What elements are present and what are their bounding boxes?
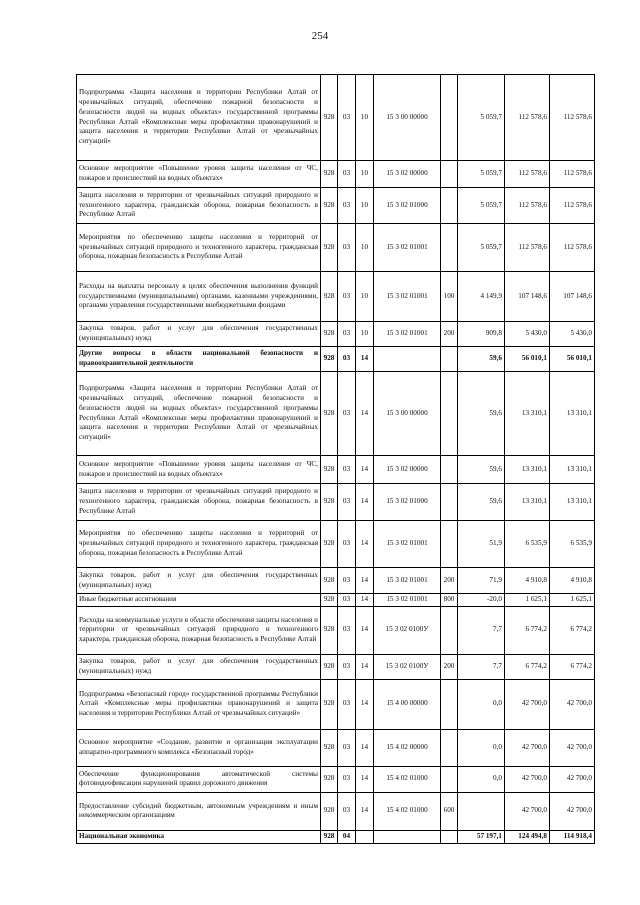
row-sum3-cell: 112 578,6: [550, 75, 595, 161]
row-pr-cell: 14: [356, 679, 374, 729]
row-rz-cell: 03: [338, 224, 356, 272]
table-row: [77, 75, 595, 161]
row-name-cell: Закупка товаров, работ и услуг для обеспечения государственных (муниципальных) нужд: [77, 322, 321, 347]
table-row: [77, 521, 595, 568]
row-vr-cell: [441, 679, 458, 729]
row-ved-cell: 928: [321, 322, 338, 347]
row-sum1-cell: 7,7: [458, 654, 505, 679]
row-name-cell: Защита населения и территории от чрезвычайных ситуаций природного и техногенного характера, гражданская оборона, пожарная безопасность в Республике Алтай: [77, 484, 321, 521]
row-ved-cell: 928: [321, 484, 338, 521]
row-rz-cell: 03: [338, 679, 356, 729]
row-vr-cell: [441, 161, 458, 188]
row-sum1-cell: 5 059,7: [458, 161, 505, 188]
row-sum2-cell: 112 578,6: [505, 188, 550, 224]
row-name-cell: Расходы на выплаты персоналу в целях обеспечения выполнения функций государственными (муниципальными) органами, казенными учреждениями, органами управления государственными внебюджетными фондами: [77, 272, 321, 322]
row-vr-cell: [441, 521, 458, 568]
row-rz-cell: 03: [338, 521, 356, 568]
row-csr-cell: 15 4 02 01000: [374, 766, 441, 792]
row-sum2-cell: 6 774,2: [505, 654, 550, 679]
row-rz-cell: 03: [338, 272, 356, 322]
row-pr-cell: 10: [356, 322, 374, 347]
row-sum2-cell: 124 494,8: [505, 830, 550, 843]
row-sum1-cell: 7,7: [458, 606, 505, 654]
row-sum1-cell: 57 197,1: [458, 830, 505, 843]
row-csr-cell: [374, 830, 441, 843]
row-ved-cell: 928: [321, 188, 338, 224]
row-pr-cell: 14: [356, 594, 374, 607]
row-vr-cell: 800: [441, 594, 458, 607]
row-ved-cell: 928: [321, 456, 338, 484]
row-vr-cell: [441, 188, 458, 224]
row-rz-cell: 04: [338, 830, 356, 843]
row-ved-cell: 928: [321, 729, 338, 766]
row-sum3-cell: 107 148,6: [550, 272, 595, 322]
row-sum1-cell: 0,0: [458, 679, 505, 729]
table-row: [77, 792, 595, 830]
row-csr-cell: 15 3 02 01000: [374, 188, 441, 224]
row-sum3-cell: 112 578,6: [550, 224, 595, 272]
row-name-cell: Защита населения и территории от чрезвычайных ситуаций природного и техногенного характера, гражданская оборона, пожарная безопасность в Республике Алтай: [77, 188, 321, 224]
row-pr-cell: 14: [356, 568, 374, 594]
table-row: [77, 161, 595, 188]
row-pr-cell: [356, 830, 374, 843]
row-sum1-cell: 5 059,7: [458, 188, 505, 224]
row-name-cell: Подпрограмма «Защита населения и территории Республики Алтай от чрезвычайных ситуаций, обеспечение пожарной безопасности и безопасности людей на водных объектах» государственной программы Республики Алтай «Комплексные меры профилактики правонарушений и защита населения и территории Республики Алтай от чрезвычайных ситуаций»: [77, 372, 321, 456]
table-row: [77, 322, 595, 347]
row-sum2-cell: 5 430,0: [505, 322, 550, 347]
table-row: [77, 766, 595, 792]
row-vr-cell: [441, 347, 458, 372]
row-name-cell: Обеспечение функционирования автоматической системы фотовидеофиксации нарушений правил дорожного движения: [77, 766, 321, 792]
row-name-cell: Подпрограмма «Безопасный город» государственной программы Республики Алтай «Комплексные меры профилактики правонарушений и защита населения и территории Республики Алтай от чрезвычайных ситуаций»: [77, 679, 321, 729]
row-rz-cell: 03: [338, 347, 356, 372]
row-rz-cell: 03: [338, 484, 356, 521]
row-name-cell: Мероприятия по обеспечению защиты населения и территорий от чрезвычайных ситуаций природного и техногенного характера, гражданская оборона, пожарная безопасность в Республике Алтай: [77, 521, 321, 568]
row-ved-cell: 928: [321, 75, 338, 161]
row-name-cell: Подпрограмма «Защита населения и территории Республики Алтай от чрезвычайных ситуаций, обеспечение пожарной безопасности и безопасности людей на водных объектах» государственной программы Республики Алтай «Комплексные меры профилактики правонарушений и защита населения и территории Республики Алтай от чрезвычайных ситуаций»: [77, 75, 321, 161]
row-csr-cell: 15 3 02 01001: [374, 521, 441, 568]
row-sum1-cell: [458, 792, 505, 830]
row-sum2-cell: 13 310,1: [505, 372, 550, 456]
row-csr-cell: 15 3 02 01001: [374, 322, 441, 347]
row-rz-cell: 03: [338, 75, 356, 161]
row-sum3-cell: 114 918,4: [550, 830, 595, 843]
row-pr-cell: 14: [356, 729, 374, 766]
row-pr-cell: 14: [356, 606, 374, 654]
row-sum3-cell: 42 700,0: [550, 679, 595, 729]
table-row: [77, 594, 595, 607]
row-vr-cell: [441, 729, 458, 766]
row-vr-cell: [441, 484, 458, 521]
row-name-cell: Национальная экономика: [77, 830, 321, 843]
row-sum2-cell: 42 700,0: [505, 729, 550, 766]
table-row: [77, 679, 595, 729]
row-sum1-cell: 5 059,7: [458, 75, 505, 161]
row-name-cell: Основное мероприятие «Повышение уровня защиты населения от ЧС, пожаров и происшествий на водных объектах»: [77, 456, 321, 484]
row-csr-cell: 15 3 02 01000: [374, 484, 441, 521]
row-vr-cell: [441, 456, 458, 484]
row-sum1-cell: 59,6: [458, 372, 505, 456]
row-csr-cell: 15 3 00 00000: [374, 75, 441, 161]
row-pr-cell: 14: [356, 792, 374, 830]
row-ved-cell: 928: [321, 606, 338, 654]
row-sum1-cell: 71,9: [458, 568, 505, 594]
row-ved-cell: 928: [321, 372, 338, 456]
table-row: [77, 484, 595, 521]
row-pr-cell: 10: [356, 272, 374, 322]
row-rz-cell: 03: [338, 654, 356, 679]
row-sum1-cell: 5 059,7: [458, 224, 505, 272]
row-sum3-cell: 112 578,6: [550, 161, 595, 188]
row-rz-cell: 03: [338, 161, 356, 188]
row-sum3-cell: 1 625,1: [550, 594, 595, 607]
row-csr-cell: 15 4 02 00000: [374, 729, 441, 766]
row-sum1-cell: 59,6: [458, 456, 505, 484]
row-vr-cell: 200: [441, 654, 458, 679]
row-ved-cell: 928: [321, 347, 338, 372]
row-sum3-cell: 5 430,0: [550, 322, 595, 347]
row-ved-cell: 928: [321, 224, 338, 272]
row-rz-cell: 03: [338, 188, 356, 224]
row-csr-cell: 15 3 02 01001: [374, 224, 441, 272]
row-name-cell: Закупка товаров, работ и услуг для обеспечения государственных (муниципальных) нужд: [77, 654, 321, 679]
row-rz-cell: 03: [338, 594, 356, 607]
table-row: [77, 729, 595, 766]
row-rz-cell: 03: [338, 568, 356, 594]
row-sum2-cell: 56 010,1: [505, 347, 550, 372]
row-vr-cell: [441, 224, 458, 272]
row-sum3-cell: 42 700,0: [550, 766, 595, 792]
table-row: [77, 224, 595, 272]
row-pr-cell: 14: [356, 456, 374, 484]
row-ved-cell: 928: [321, 679, 338, 729]
row-sum2-cell: 13 310,1: [505, 456, 550, 484]
row-sum1-cell: 0,0: [458, 766, 505, 792]
table-row: [77, 654, 595, 679]
row-ved-cell: 928: [321, 654, 338, 679]
row-sum2-cell: 13 310,1: [505, 484, 550, 521]
row-pr-cell: 10: [356, 75, 374, 161]
row-rz-cell: 03: [338, 606, 356, 654]
row-rz-cell: 03: [338, 766, 356, 792]
row-name-cell: Мероприятия по обеспечению защиты населения и территорий от чрезвычайных ситуаций природного и техногенного характера, гражданская оборона, пожарная безопасность в Республике Алтай: [77, 224, 321, 272]
row-name-cell: Основное мероприятие «Создание, развитие и организация эксплуатации аппаратно-программного комплекса «Безопасный город»: [77, 729, 321, 766]
row-sum1-cell: 909,8: [458, 322, 505, 347]
table-row: [77, 272, 595, 322]
row-name-cell: Расходы на коммунальные услуги в области обеспечения защиты населения и территории от чрезвычайных ситуаций природного и техногенного характера, гражданская оборона, пожарная безопасность в Республике Алтай: [77, 606, 321, 654]
row-vr-cell: 200: [441, 568, 458, 594]
row-pr-cell: 10: [356, 161, 374, 188]
row-sum3-cell: 6 774,2: [550, 606, 595, 654]
row-csr-cell: 15 3 00 00000: [374, 372, 441, 456]
row-ved-cell: 928: [321, 161, 338, 188]
row-ved-cell: 928: [321, 272, 338, 322]
table-row: [77, 456, 595, 484]
row-pr-cell: 14: [356, 654, 374, 679]
row-csr-cell: 15 4 02 01000: [374, 792, 441, 830]
row-vr-cell: [441, 830, 458, 843]
row-name-cell: Иные бюджетные ассигнования: [77, 594, 321, 607]
row-pr-cell: 14: [356, 766, 374, 792]
table-row: [77, 830, 595, 843]
row-sum2-cell: 42 700,0: [505, 792, 550, 830]
row-sum3-cell: 6 774,2: [550, 654, 595, 679]
table-row: [77, 606, 595, 654]
row-sum3-cell: 6 535,9: [550, 521, 595, 568]
row-sum3-cell: 42 700,0: [550, 792, 595, 830]
row-ved-cell: 928: [321, 568, 338, 594]
row-sum2-cell: 42 700,0: [505, 679, 550, 729]
row-rz-cell: 03: [338, 729, 356, 766]
row-csr-cell: 15 3 02 0100У: [374, 606, 441, 654]
table-row: [77, 568, 595, 594]
row-rz-cell: 03: [338, 322, 356, 347]
row-sum2-cell: 107 148,6: [505, 272, 550, 322]
table-row: [77, 188, 595, 224]
row-sum3-cell: 13 310,1: [550, 456, 595, 484]
row-rz-cell: 03: [338, 372, 356, 456]
page-number: 254: [311, 30, 329, 42]
row-rz-cell: 03: [338, 456, 356, 484]
row-name-cell: Предоставление субсидий бюджетным, автономным учреждениям и иным некоммерческим организациям: [77, 792, 321, 830]
row-ved-cell: 928: [321, 594, 338, 607]
row-sum3-cell: 42 700,0: [550, 729, 595, 766]
table-row: [77, 372, 595, 456]
row-vr-cell: 200: [441, 322, 458, 347]
row-csr-cell: [374, 347, 441, 372]
row-ved-cell: 928: [321, 792, 338, 830]
row-sum2-cell: 6 774,2: [505, 606, 550, 654]
row-csr-cell: 15 3 02 01001: [374, 568, 441, 594]
row-pr-cell: 10: [356, 188, 374, 224]
row-ved-cell: 928: [321, 521, 338, 568]
row-sum1-cell: 0,0: [458, 729, 505, 766]
row-csr-cell: 15 3 02 00000: [374, 456, 441, 484]
row-sum2-cell: 112 578,6: [505, 161, 550, 188]
row-sum1-cell: -20,0: [458, 594, 505, 607]
row-name-cell: Основное мероприятие «Повышение уровня защиты населения от ЧС, пожаров и происшествий на водных объектах»: [77, 161, 321, 188]
row-vr-cell: [441, 75, 458, 161]
row-csr-cell: 15 3 02 01001: [374, 272, 441, 322]
row-sum3-cell: 56 010,1: [550, 347, 595, 372]
row-sum2-cell: 42 700,0: [505, 766, 550, 792]
row-sum1-cell: 59,6: [458, 484, 505, 521]
row-vr-cell: [441, 766, 458, 792]
row-pr-cell: 14: [356, 347, 374, 372]
table-row: [77, 347, 595, 372]
row-pr-cell: 14: [356, 521, 374, 568]
row-name-cell: Закупка товаров, работ и услуг для обеспечения государственных (муниципальных) нужд: [77, 568, 321, 594]
row-pr-cell: 14: [356, 484, 374, 521]
row-csr-cell: 15 3 02 00000: [374, 161, 441, 188]
row-pr-cell: 10: [356, 224, 374, 272]
row-sum1-cell: 4 149,9: [458, 272, 505, 322]
row-sum2-cell: 6 535,9: [505, 521, 550, 568]
row-vr-cell: 100: [441, 272, 458, 322]
row-vr-cell: 600: [441, 792, 458, 830]
row-sum2-cell: 112 578,6: [505, 75, 550, 161]
row-ved-cell: 928: [321, 830, 338, 843]
row-rz-cell: 03: [338, 792, 356, 830]
row-sum2-cell: 1 625,1: [505, 594, 550, 607]
row-csr-cell: 15 4 00 00000: [374, 679, 441, 729]
row-vr-cell: [441, 372, 458, 456]
row-ved-cell: 928: [321, 766, 338, 792]
row-sum1-cell: 51,9: [458, 521, 505, 568]
row-name-cell: Другие вопросы в области национальной безопасности и правоохранительной деятельности: [77, 347, 321, 372]
row-csr-cell: 15 3 02 0100У: [374, 654, 441, 679]
row-csr-cell: 15 3 02 01001: [374, 594, 441, 607]
row-sum3-cell: 13 310,1: [550, 372, 595, 456]
budget-table: [76, 74, 595, 844]
row-sum3-cell: 112 578,6: [550, 188, 595, 224]
row-vr-cell: [441, 606, 458, 654]
row-sum1-cell: 59,6: [458, 347, 505, 372]
row-sum2-cell: 112 578,6: [505, 224, 550, 272]
row-sum3-cell: 13 310,1: [550, 484, 595, 521]
row-sum2-cell: 4 910,8: [505, 568, 550, 594]
row-sum3-cell: 4 910,8: [550, 568, 595, 594]
row-pr-cell: 14: [356, 372, 374, 456]
